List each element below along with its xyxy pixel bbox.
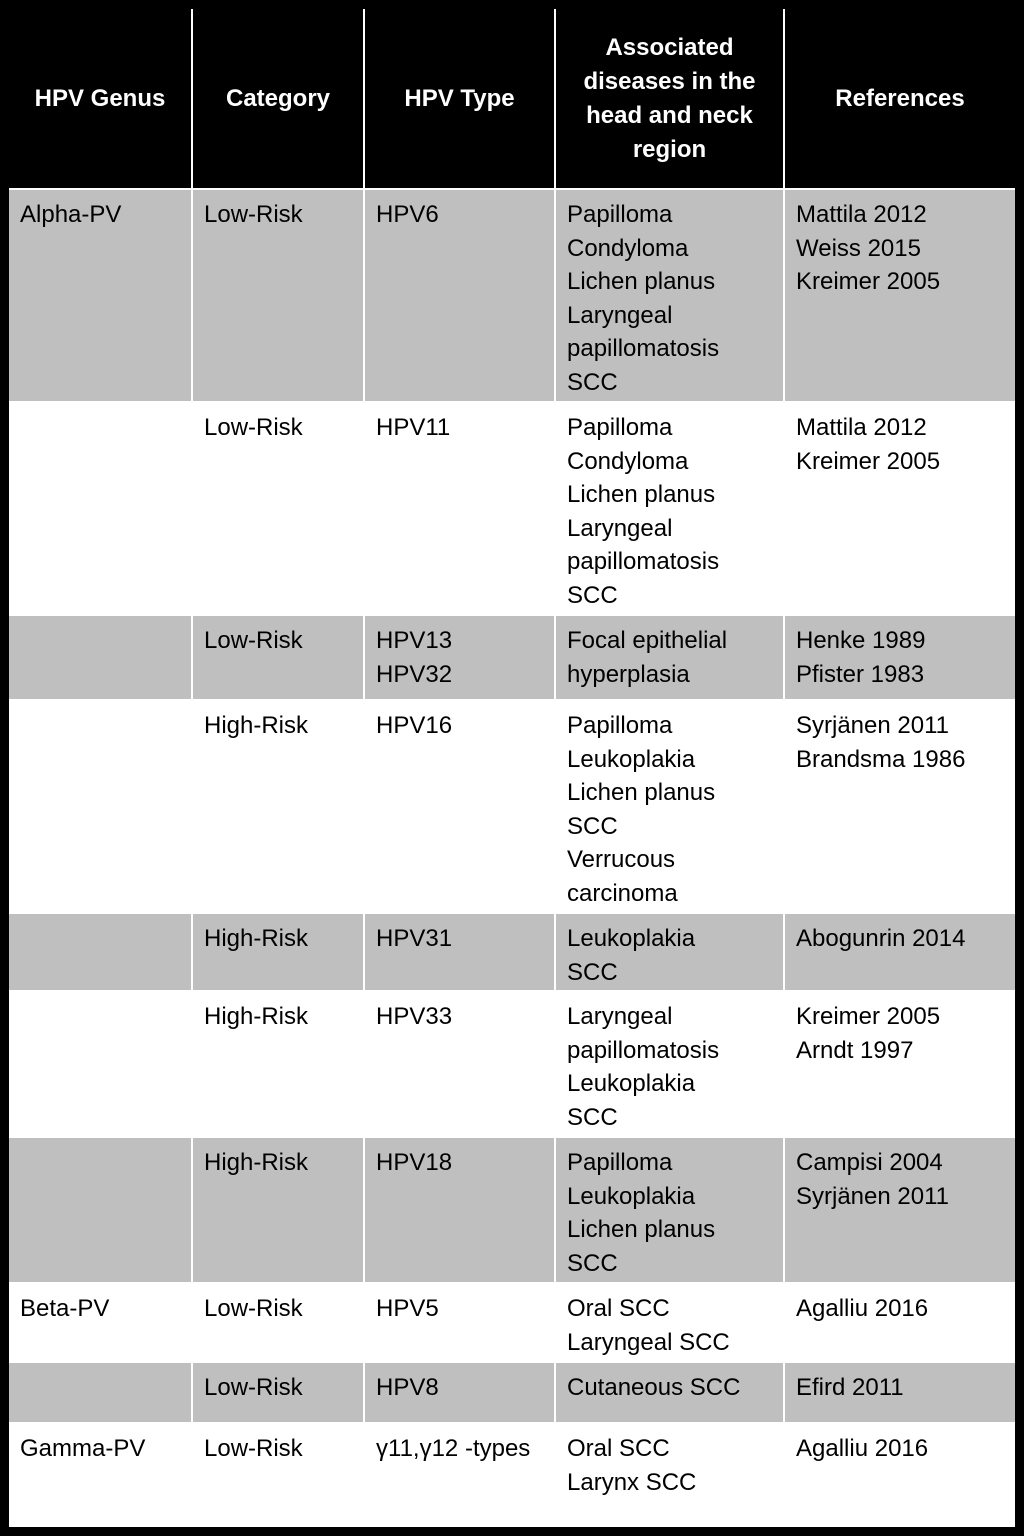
table-row: [9, 615, 1015, 700]
table-frame: [9, 9, 1015, 1527]
cell-diseases: Papilloma Condyloma Lichen planus Laryngeal papillomatosis SCC: [555, 189, 784, 402]
cell-genus: [9, 700, 192, 913]
table-row: [9, 402, 1015, 615]
cell-type: HPV6: [364, 189, 555, 402]
table-row: [9, 1137, 1015, 1283]
table-row: [9, 991, 1015, 1137]
cell-genus: Gamma-PV: [9, 1423, 192, 1523]
cell-references: Campisi 2004 Syrjänen 2011: [784, 1137, 1015, 1283]
cell-type: HPV5: [364, 1283, 555, 1362]
cell-references: Abogunrin 2014: [784, 913, 1015, 991]
cell-diseases: Laryngeal papillomatosis Leukoplakia SCC: [555, 991, 784, 1137]
table-row: [9, 913, 1015, 991]
cell-diseases: Oral SCC Larynx SCC: [555, 1423, 784, 1523]
cell-references: Mattila 2012 Weiss 2015 Kreimer 2005: [784, 189, 1015, 402]
cell-type: HPV11: [364, 402, 555, 615]
cell-references: Mattila 2012 Kreimer 2005: [784, 402, 1015, 615]
cell-diseases: Oral SCC Laryngeal SCC: [555, 1283, 784, 1362]
header-hpv-type: HPV Type: [364, 9, 555, 189]
cell-references: Agalliu 2016: [784, 1423, 1015, 1523]
cell-genus: Beta-PV: [9, 1283, 192, 1362]
cell-diseases: Papilloma Leukoplakia Lichen planus SCC: [555, 1137, 784, 1283]
header-hpv-genus: HPV Genus: [9, 9, 192, 189]
cell-type: HPV16: [364, 700, 555, 913]
cell-category: High-Risk: [192, 1137, 364, 1283]
cell-type: HPV13 HPV32: [364, 615, 555, 700]
cell-type: γ11,γ12 -types: [364, 1423, 555, 1523]
cell-genus: [9, 1362, 192, 1423]
hpv-table: [9, 9, 1015, 1523]
cell-category: Low-Risk: [192, 402, 364, 615]
cell-genus: [9, 402, 192, 615]
cell-genus: Alpha-PV: [9, 189, 192, 402]
cell-genus: [9, 615, 192, 700]
cell-references: Agalliu 2016: [784, 1283, 1015, 1362]
table-row: [9, 1362, 1015, 1423]
header-row: [9, 9, 1015, 189]
cell-diseases: Papilloma Condyloma Lichen planus Laryngeal papillomatosis SCC: [555, 402, 784, 615]
cell-category: High-Risk: [192, 991, 364, 1137]
cell-diseases: Focal epithelial hyperplasia: [555, 615, 784, 700]
cell-genus: [9, 913, 192, 991]
cell-category: Low-Risk: [192, 1283, 364, 1362]
cell-references: Kreimer 2005 Arndt 1997: [784, 991, 1015, 1137]
header-references: References: [784, 9, 1015, 189]
cell-type: HPV31: [364, 913, 555, 991]
table-row: [9, 1423, 1015, 1523]
cell-genus: [9, 1137, 192, 1283]
cell-diseases: Papilloma Leukoplakia Lichen planus SCC Verrucous carcinoma: [555, 700, 784, 913]
cell-references: Efird 2011: [784, 1362, 1015, 1423]
cell-diseases: Cutaneous SCC: [555, 1362, 784, 1423]
cell-genus: [9, 991, 192, 1137]
cell-category: Low-Risk: [192, 189, 364, 402]
cell-type: HPV18: [364, 1137, 555, 1283]
cell-category: Low-Risk: [192, 615, 364, 700]
cell-type: HPV33: [364, 991, 555, 1137]
cell-references: Henke 1989 Pfister 1983: [784, 615, 1015, 700]
cell-references: Syrjänen 2011 Brandsma 1986: [784, 700, 1015, 913]
cell-category: High-Risk: [192, 700, 364, 913]
table-row: [9, 1283, 1015, 1362]
header-category: Category: [192, 9, 364, 189]
table-row: [9, 700, 1015, 913]
cell-type: HPV8: [364, 1362, 555, 1423]
cell-category: Low-Risk: [192, 1423, 364, 1523]
table-row: [9, 189, 1015, 402]
header-associated-diseases: Associated diseases in the head and neck region: [555, 9, 784, 189]
cell-category: Low-Risk: [192, 1362, 364, 1423]
cell-diseases: Leukoplakia SCC: [555, 913, 784, 991]
cell-category: High-Risk: [192, 913, 364, 991]
